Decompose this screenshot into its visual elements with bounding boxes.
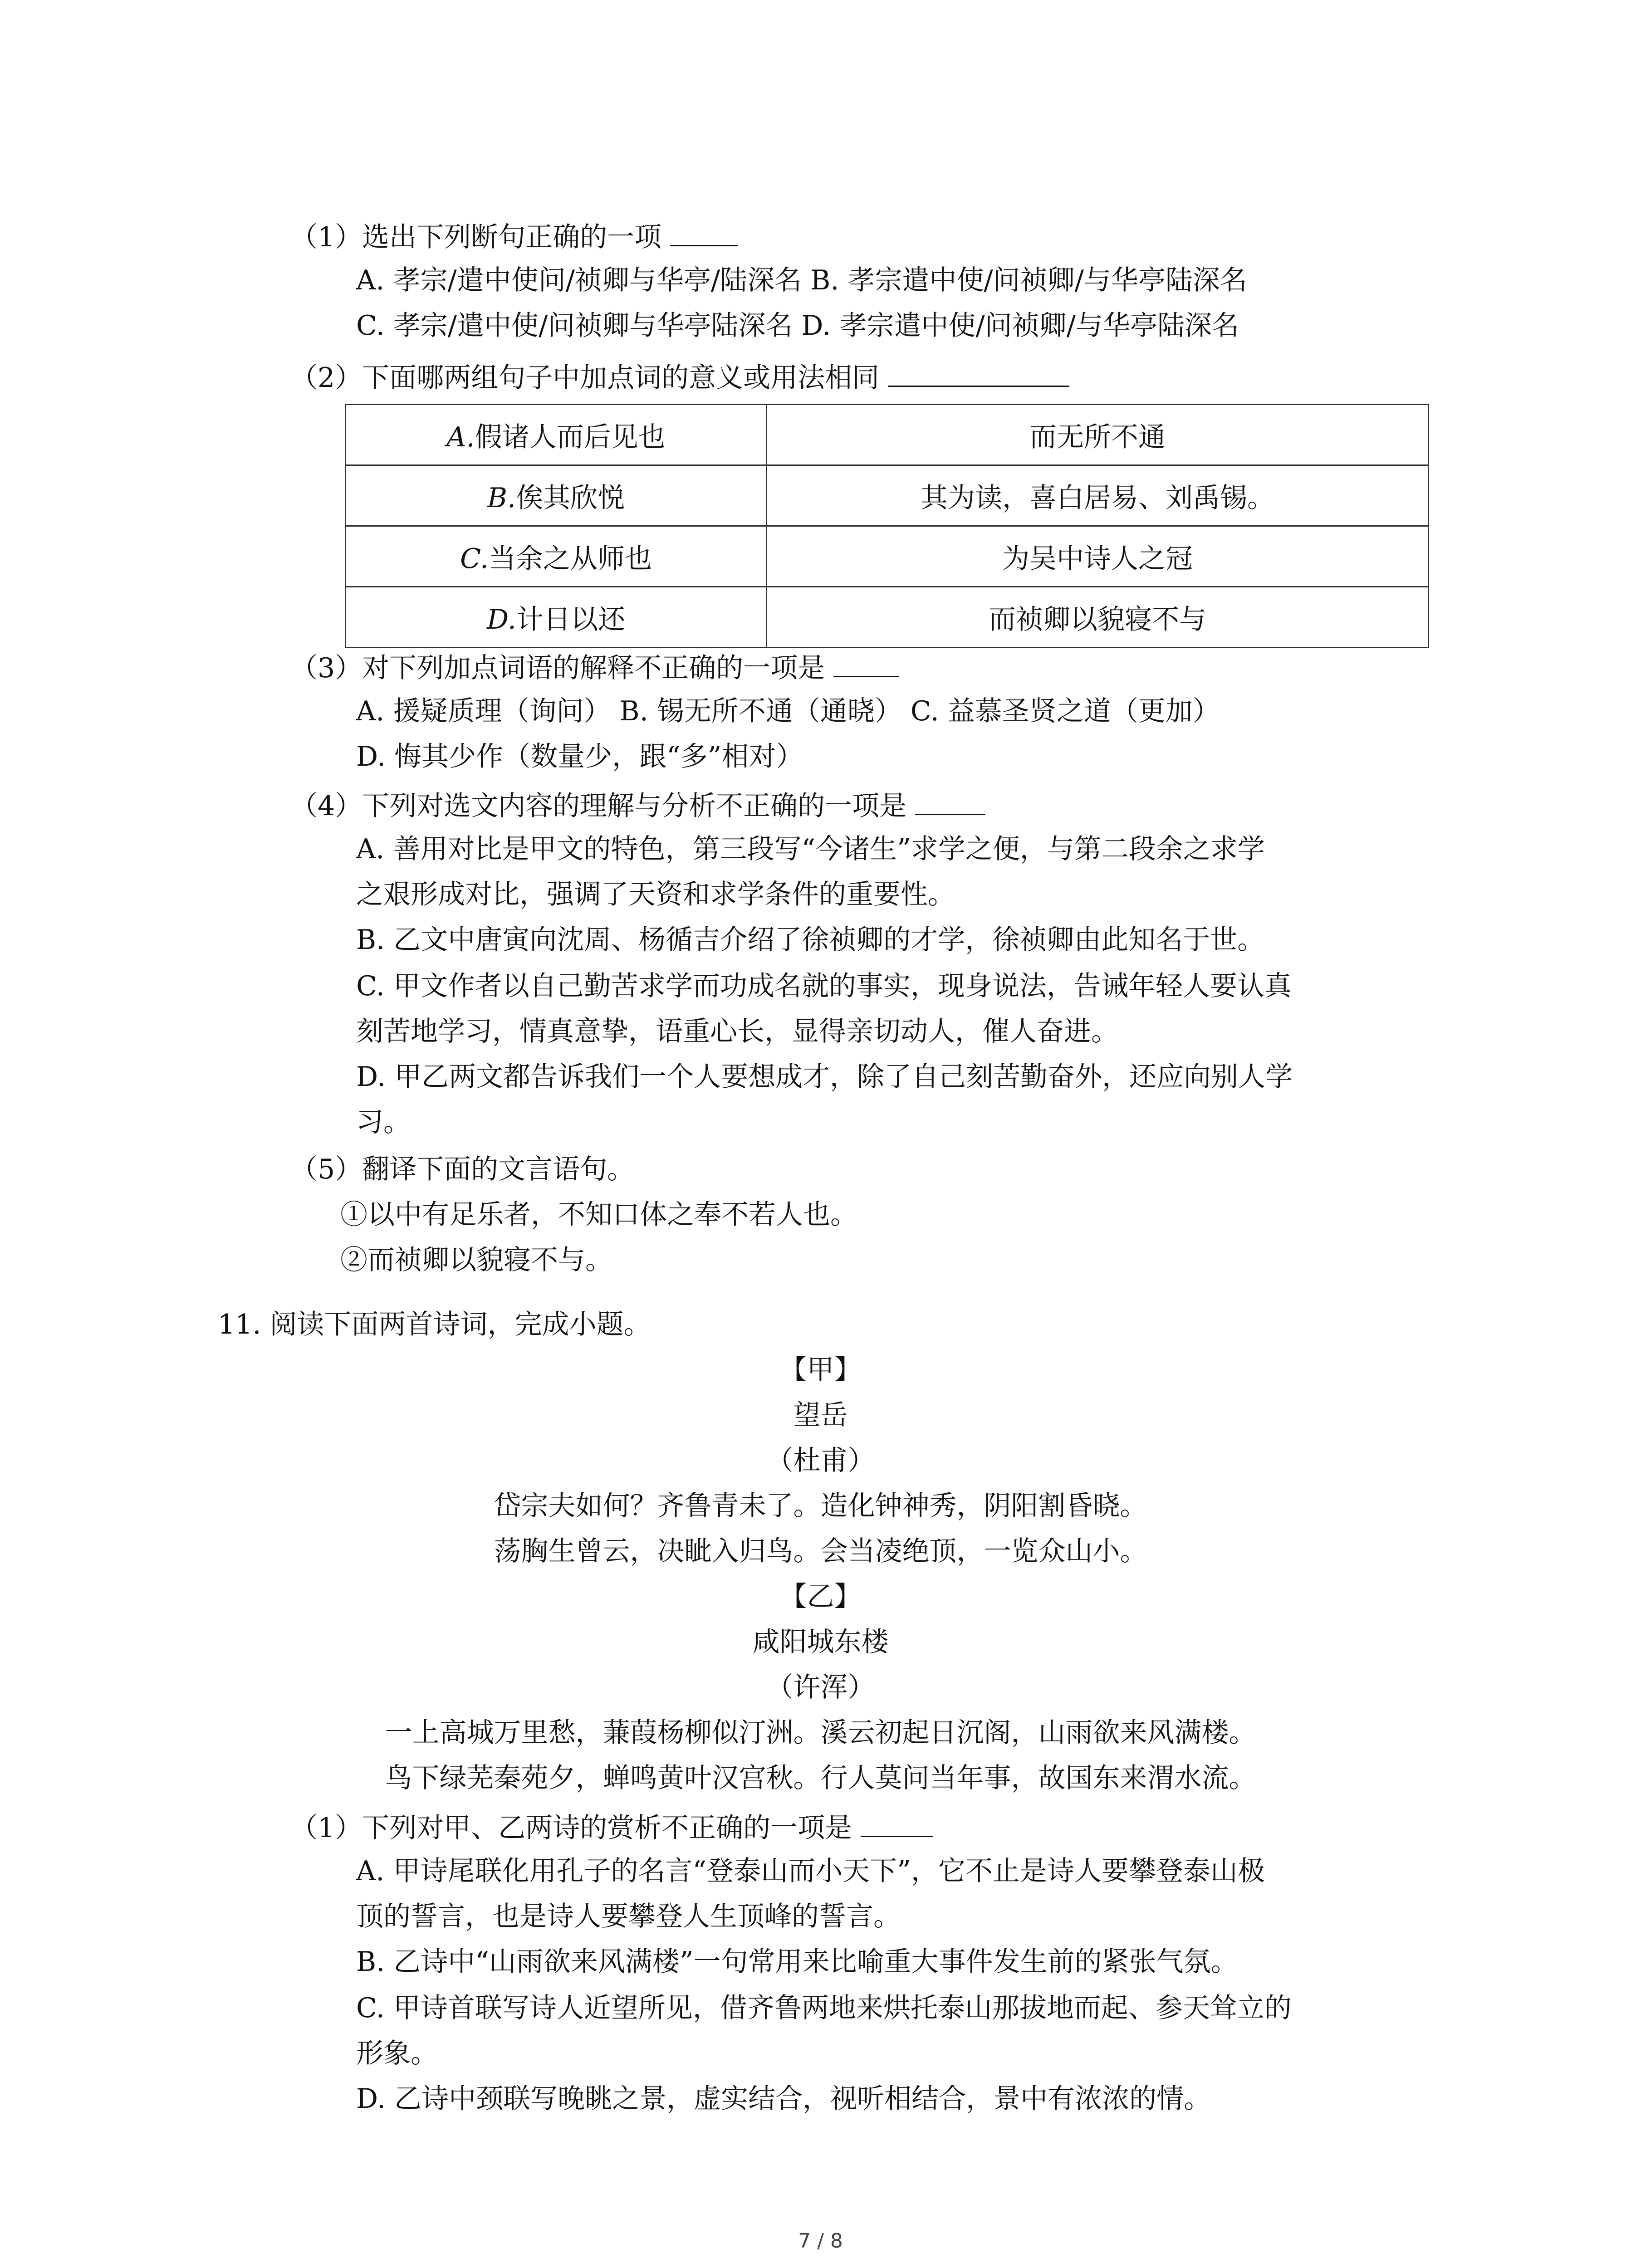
q11-p1-text-line: D. 乙诗中颈联写晚眺之景，虚实结合，视听相结合，景中有浓浓的情。: [356, 2083, 1211, 2115]
table-row: [346, 465, 1429, 526]
q10-p4-text-line: C. 甲文作者以自己勤苦求学而功成名就的事实，现身说法，告诫年轻人要认真: [356, 970, 1292, 1002]
q11-intro: 11. 阅读下面两首诗词，完成小题。: [218, 1309, 651, 1340]
q10-p5-item: ①以中有足乐者，不知口体之奉不若人也。: [340, 1199, 857, 1231]
table-row: [346, 405, 1429, 465]
q10-p1-option-line: C. 孝宗/遣中使/问祯卿与华亭陆深名 D. 孝宗遣中使/问祯卿/与华亭陆深名: [356, 310, 1239, 342]
table-cell: 为吴中诗人之冠: [767, 526, 1429, 587]
table-row: [346, 587, 1429, 648]
table-cell: 而无所不通: [767, 405, 1429, 465]
poem-a-author: （杜甫）: [766, 1445, 875, 1476]
poem-a-line: 岱宗夫如何？齐鲁青未了。造化钟神秀，阴阳割昏晓。: [494, 1490, 1147, 1522]
poem-b-tag: 【乙】: [779, 1581, 862, 1613]
q10-p4-text-line: A. 善用对比是甲文的特色，第三段写“今诸生”求学之便，与第二段余之求学: [356, 833, 1265, 865]
q10-p3-stem: （3）对下列加点词语的解释不正确的一项是: [290, 648, 899, 686]
poem-a-title: 望岳: [793, 1399, 848, 1431]
poem-a-tag: 【甲】: [779, 1354, 862, 1386]
q11-p1-stem: （1）下列对甲、乙两诗的赏析不正确的一项是: [290, 1808, 933, 1846]
q10-p1-option-line: A. 孝宗/遣中使问/祯卿与华亭/陆深名 B. 孝宗遣中使/问祯卿/与华亭陆深名: [356, 264, 1247, 296]
table-cell: A.假诸人而后见也: [346, 405, 767, 465]
q10-p4-stem: （4）下列对选文内容的理解与分析不正确的一项是: [290, 786, 985, 824]
page-number: 7 / 8: [798, 2229, 843, 2253]
poem-b-line: 鸟下绿芜秦苑夕，蝉鸣黄叶汉宫秋。行人莫问当年事，故国东来渭水流。: [385, 1762, 1256, 1794]
q10-p3-option-line: D. 悔其少作（数量少，跟“多”相对）: [356, 741, 803, 772]
table-cell: 其为读，喜白居易、刘禹锡。: [767, 465, 1429, 526]
poem-a-line: 荡胸生曾云，决眦入归鸟。会当凌绝顶，一览众山小。: [494, 1535, 1147, 1567]
poem-b-author: （许浑）: [766, 1672, 875, 1703]
q10-p4-text-line: 之艰形成对比，强调了天资和求学条件的重要性。: [356, 879, 955, 910]
q10-p1-stem: （1）选出下列断句正确的一项: [290, 217, 738, 255]
q10-p2-stem: （2）下面哪两组句子中加点词的意义或用法相同: [290, 357, 1069, 396]
table-row: [346, 526, 1429, 587]
answer-blank[interactable]: [670, 217, 738, 246]
table-cell: D.计日以还: [346, 587, 767, 648]
q10-p5-item: ②而祯卿以貌寝不与。: [340, 1244, 612, 1276]
q10-p4-text-line: D. 甲乙两文都告诉我们一个人要想成才，除了自己刻苦勤奋外，还应向别人学: [356, 1061, 1293, 1093]
table-cell: 而祯卿以貌寝不与: [767, 587, 1429, 648]
q11-p1-text-line: A. 甲诗尾联化用孔子的名言“登泰山而小天下”，它不止是诗人要攀登泰山极: [356, 1855, 1265, 1887]
q10-p2-table: [345, 404, 1429, 648]
q11-p1-text-line: C. 甲诗首联写诗人近望所见，借齐鲁两地来烘托泰山那拔地而起、参天耸立的: [356, 1992, 1292, 2024]
answer-blank[interactable]: [888, 357, 1069, 387]
q10-p4-text-line: B. 乙文中唐寅向沈周、杨循吉介绍了徐祯卿的才学，徐祯卿由此知名于世。: [356, 924, 1265, 956]
q11-p1-text-line: B. 乙诗中“山雨欲来风满楼”一句常用来比喻重大事件发生前的紧张气氛。: [356, 1946, 1238, 1978]
q11-p1-text-line: 顶的誓言，也是诗人要攀登人生顶峰的誓言。: [356, 1901, 901, 1932]
answer-blank[interactable]: [833, 648, 899, 677]
q10-p4-text-line: 刻苦地学习，情真意挚，语重心长，显得亲切动人，催人奋进。: [356, 1016, 1118, 1047]
q10-p5-stem: （5）翻译下面的文言语句。: [290, 1154, 635, 1185]
poem-b-title: 咸阳城东楼: [752, 1626, 889, 1658]
poem-b-line: 一上高城万里愁，蒹葭杨柳似汀洲。溪云初起日沉阁，山雨欲来风满楼。: [385, 1717, 1256, 1749]
q11-p1-text-line: 形象。: [356, 2038, 438, 2069]
q10-p3-option-line: A. 援疑质理（询问） B. 锡无所不通（通晓） C. 益慕圣贤之道（更加）: [356, 695, 1220, 727]
q10-p4-text-line: 习。: [356, 1106, 411, 1138]
answer-blank[interactable]: [861, 1808, 933, 1837]
answer-blank[interactable]: [915, 786, 985, 815]
table-cell: B.俟其欣悦: [346, 465, 767, 526]
table-cell: C.当余之从师也: [346, 526, 767, 587]
